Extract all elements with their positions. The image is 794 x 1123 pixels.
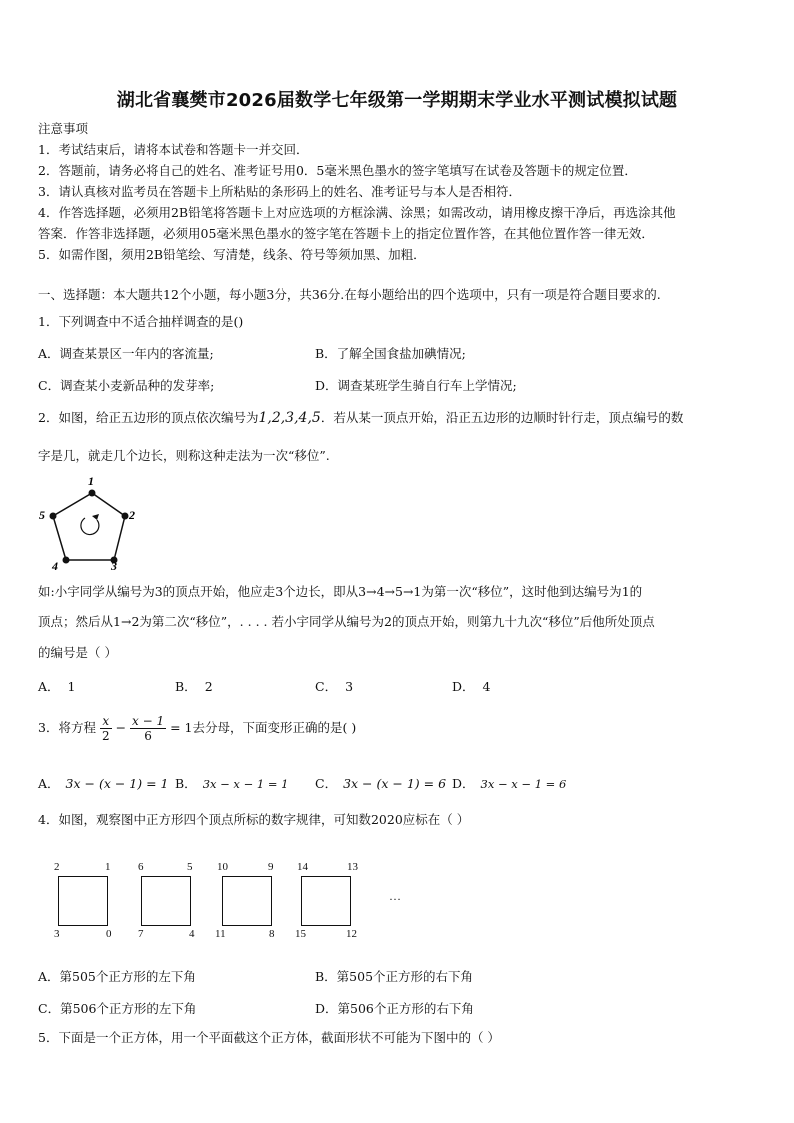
clockwise-arrowhead-icon — [92, 514, 99, 520]
notice-item-1: 1．考试结束后，请将本试卷和答题卡一并交回． — [38, 142, 309, 157]
q2-path-2: 1→2 — [113, 614, 140, 629]
square-1 — [58, 876, 108, 926]
q2-path-1: 3→4→5→1 — [358, 584, 422, 599]
q2-vertex-numbers: 1,2,3,4,5 — [258, 410, 321, 426]
q2-start-2: 2 — [383, 614, 392, 629]
square-4 — [301, 876, 351, 926]
pentagon-vertex-4 — [63, 557, 70, 564]
notice-item-4: 4．作答选择题，必须用2B铅笔将答题卡上对应选项的方框涂满、涂黑；如需改动，请用橡皮擦干净后，再选涂其他 — [38, 205, 676, 220]
square-3-bottom-left: 11 — [215, 928, 226, 940]
q2-line-4 — [38, 614, 655, 630]
clockwise-arrow-icon — [81, 518, 99, 535]
q3-stem — [38, 714, 356, 743]
q3-option-a: A． 3x − (x − 1) = 1 — [38, 776, 169, 791]
q4-option-d: D．第506个正方形的右下角 — [315, 1001, 474, 1016]
q2-option-d: D． 4 — [452, 679, 491, 694]
square-2-bottom-right: 4 — [189, 928, 195, 940]
q4-option-b: B．第505个正方形的右下角 — [315, 969, 474, 984]
section-heading: 一、选择题：本大题共12个小题，每小题3分，共36分.在每小题给出的四个选项中，只有一项是符合题目要求的. — [38, 287, 661, 302]
square-4-top-right: 13 — [347, 861, 358, 873]
square-4-bottom-right: 12 — [346, 928, 357, 940]
q5-stem: 5．下面是一个正方体，用一个平面截这个正方体，截面形状不可能为下图中的（ ） — [38, 1030, 500, 1045]
q3-minus: − — [115, 720, 127, 735]
square-2-top-left: 6 — [138, 861, 144, 873]
q2-line-3b: 的顶点开始，他应走 — [162, 584, 276, 599]
squares-ellipsis: … — [389, 889, 401, 903]
pentagon-label-1: 1 — [88, 474, 94, 488]
q2-step-number: 3 — [275, 584, 284, 599]
q2-line-3 — [38, 584, 642, 600]
square-4-top-left: 14 — [297, 861, 308, 873]
pentagon-vertex-2 — [122, 513, 129, 520]
square-3-top-right: 9 — [268, 861, 274, 873]
notice-item-5: 5．如需作图，须用2B铅笔绘、写清楚，线条、符号等须加黑、加粗． — [38, 247, 426, 262]
q3-option-b: B． 3x − x − 1 = 1 — [175, 776, 289, 791]
square-4-bottom-left: 15 — [295, 928, 306, 940]
pentagon-label-4: 4 — [52, 559, 58, 572]
square-2 — [141, 876, 191, 926]
q4-stem: 4．如图，观察图中正方形四个顶点所标的数字规律，可知数2020应标在（ ） — [38, 812, 470, 827]
q2-line-2: 字是几，就走几个边长，则称这种走法为一次“移位”. — [38, 448, 330, 463]
square-1-top-right: 1 — [105, 861, 111, 873]
q2-line-3a: 如:小宇同学从编号为 — [38, 584, 155, 599]
q2-line-1a: 2．如图，给正五边形的顶点依次编号为 — [38, 410, 259, 425]
q3-fraction-2: $\frac{x - 1}{6}$ — [132, 714, 165, 743]
square-2-bottom-left: 7 — [138, 928, 144, 940]
square-3-bottom-right: 8 — [269, 928, 275, 940]
q2-arrive-number: 1 — [621, 584, 630, 599]
q2-line-4b: 为第二次“移位”，. . . . 若小宇同学从编号为 — [139, 614, 384, 629]
square-1-top-left: 2 — [54, 861, 60, 873]
q2-option-a: A． 1 — [38, 679, 76, 694]
q1-option-d: D．调查某班学生骑自行车上学情况; — [315, 378, 517, 393]
q1-option-b: B．了解全国食盐加碘情况; — [315, 346, 466, 361]
notice-item-2: 2．答题前，请务必将自己的姓名、准考证号用0．5毫米黑色墨水的签字笔填写在试卷及答题卡的规定位置． — [38, 163, 637, 178]
square-3 — [222, 876, 272, 926]
q3-option-c: C． 3x − (x − 1) = 6 — [315, 776, 447, 791]
q2-line-4a: 顶点；然后从 — [38, 614, 114, 629]
pentagon-label-2: 2 — [129, 508, 135, 522]
q2-line-4c: 的顶点开始，则第九十九次“移位”后他所处顶点 — [391, 614, 655, 629]
q2-line-3d: 为第一次“移位”，这时他到达编号为 — [421, 584, 622, 599]
pentagon-vertex-5 — [50, 513, 57, 520]
notice-item-4-cont: 答案．作答非选择题，必须用05毫米黑色墨水的签字笔在答题卡上的指定位置作答，在其他位置作答一律无效． — [38, 226, 654, 241]
q2-option-b: B． 2 — [175, 679, 213, 694]
q2-line-1b: ．若从某一顶点开始，沿正五边形的边顺时针行走，顶点编号的数 — [320, 410, 684, 425]
pentagon-label-5: 5 — [39, 508, 45, 522]
q3-prefix: 3．将方程 — [38, 720, 96, 735]
q1-stem: 1．下列调查中不适合抽样调查的是() — [38, 314, 244, 329]
square-1-bottom-right: 0 — [106, 928, 112, 940]
q2-line-5: 的编号是（ ） — [38, 645, 117, 660]
q4-option-a: A．第505个正方形的左下角 — [38, 969, 196, 984]
pentagon-figure — [34, 472, 144, 572]
q1-option-a: A．调查某景区一年内的客流量; — [38, 346, 214, 361]
q1-option-c: C．调查某小麦新品种的发芽率; — [38, 378, 215, 393]
q3-option-d: D． 3x − x − 1 = 6 — [452, 776, 567, 791]
q3-suffix: 去分母，下面变形正确的是( ) — [192, 720, 357, 735]
q2-start-number: 3 — [154, 584, 163, 599]
pentagon-label-3: 3 — [111, 559, 117, 572]
q3-fraction-1: $\frac{x}{2}$ — [101, 714, 110, 743]
pentagon-vertex-1 — [89, 490, 96, 497]
square-2-top-right: 5 — [187, 861, 193, 873]
notice-heading: 注意事项 — [38, 121, 89, 136]
pentagon-shape — [53, 493, 125, 560]
q2-line-3e: 的 — [629, 584, 643, 599]
notice-item-3: 3．请认真核对监考员在答题卡上所粘贴的条形码上的姓名、准考证号与本人是否相符． — [38, 184, 521, 199]
q2-line-1 — [38, 410, 683, 426]
q3-equals: = 1 — [170, 720, 193, 735]
square-3-top-left: 10 — [217, 861, 228, 873]
square-1-bottom-left: 3 — [54, 928, 60, 940]
exam-title: 湖北省襄樊市2026届数学七年级第一学期期末学业水平测试模拟试题 — [116, 90, 678, 111]
q2-option-c: C． 3 — [315, 679, 354, 694]
q4-option-c: C．第506个正方形的左下角 — [38, 1001, 197, 1016]
q2-line-3c: 个边长，即从 — [283, 584, 359, 599]
